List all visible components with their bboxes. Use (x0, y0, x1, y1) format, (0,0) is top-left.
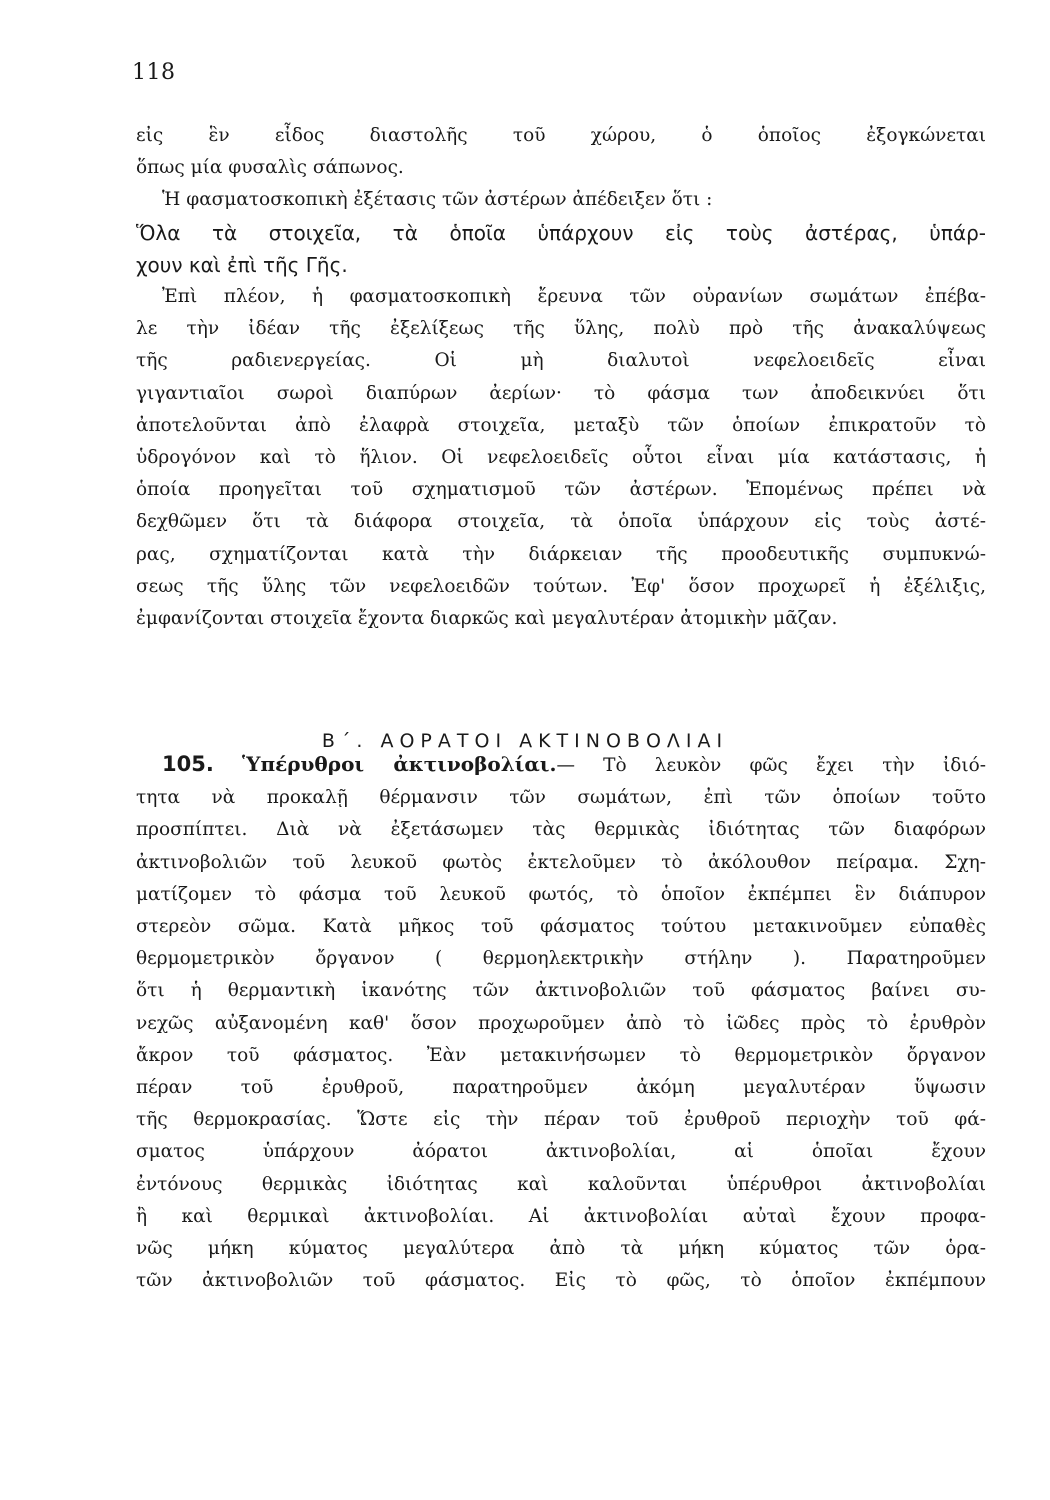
text-line: Ἡ φασματοσκοπικὴ ἐξέτασις τῶν ἀστέρων ἀπέδειξεν ὅτι : (162, 189, 713, 211)
text-line: ἐντόνους θερμικὰς ἰδιότητας καὶ καλοῦνται ὑπέρυθροι ἀκτινοβολίαι (136, 1173, 986, 1195)
text-line: ἄκρον τοῦ φάσματος. Ἐὰν μετακινήσωμεν τὸ θερμομετρικὸν ὄργανον (136, 1044, 986, 1066)
text-line: — Τὸ λευκὸν φῶς ἔχει τὴν ἰδιό- (556, 755, 986, 776)
text-line: ἀκτινοβολιῶν τοῦ λευκοῦ φωτὸς ἐκτελοῦμεν τὸ ἀκόλουθον πείραμα. Σχη- (136, 851, 986, 873)
text-line: νεχῶς αὐξανομένη καθ' ὅσον προχωροῦμεν ἀπὸ τὸ ἰῶδες πρὸς τὸ ἐρυθρὸν (136, 1012, 986, 1034)
text-line: νῶς μήκη κύματος μεγαλύτερα ἀπὸ τὰ μήκη κύματος τῶν ὁρα- (136, 1238, 986, 1260)
text-line: ρας, σχηματίζονται κατὰ τὴν διάρκειαν τῆς προοδευτικῆς συμπυκνώ- (136, 543, 986, 565)
section-title: Ὑπέρυθροι ἀκτινοβολίαι. (242, 752, 557, 776)
text-line: ματίζομεν τὸ φάσμα τοῦ λευκοῦ φωτός, τὸ ὁποῖον ἐκπέμπει ἓν διάπυρον (136, 883, 986, 905)
text-line: στερεὸν σῶμα. Κατὰ μῆκος τοῦ φάσματος τούτου μετακινοῦμεν εὐπαθὲς (136, 916, 986, 938)
page-number: 118 (132, 60, 176, 85)
section-number: 105. (162, 752, 214, 776)
text-line: ἢ καὶ θερμικαὶ ἀκτινοβολίαι. Αἱ ἀκτινοβολίαι αὐταὶ ἔχουν προφα- (136, 1205, 986, 1227)
text-line: ὑδρογόνον καὶ τὸ ἥλιον. Οἱ νεφελοειδεῖς οὗτοι εἶναι μία κατάστασις, ἡ (136, 447, 986, 469)
text-line: εἰς ἓν εἶδος διαστολῆς τοῦ χώρου, ὁ ὁποῖος ἐξογκώνεται (136, 125, 986, 146)
text-line: σεως τῆς ὕλης τῶν νεφελοειδῶν τούτων. Ἐφ' ὅσον προχωρεῖ ἡ ἐξέλιξις, (136, 575, 986, 597)
text-line: γιγαντιαῖοι σωροὶ διαπύρων ἀερίων· τὸ φάσμα των ἀποδεικνύει ὅτι (136, 382, 986, 404)
text-line: ὅτι ἡ θερμαντικὴ ἱκανότης τῶν ἀκτινοβολιῶν τοῦ φάσματος βαίνει συ- (136, 980, 986, 1002)
text-line-emphasis: Ὅλα τὰ στοιχεῖα, τὰ ὁποῖα ὑπάρχουν εἰς τοὺς ἀστέρας, ὑπάρ- (136, 220, 986, 245)
text-line: τητα νὰ προκαλῇ θέρμανσιν τῶν σωμάτων, ἐπὶ τῶν ὁποίων τοῦτο (136, 787, 986, 809)
text-line: ἀποτελοῦνται ἀπὸ ἐλαφρὰ στοιχεῖα, μεταξὺ τῶν ὁποίων ἐπικρατοῦν τὸ (136, 414, 986, 436)
section-first-line (136, 748, 986, 782)
text-line: θερμομετρικὸν ὄργανον ( θερμοηλεκτρικὴν στήλην ). Παρατηροῦμεν (136, 948, 986, 970)
text-line: τῆς ραδιενεργείας. Οἱ μὴ διαλυτοὶ νεφελοειδεῖς εἶναι (136, 350, 986, 372)
text-line: προσπίπτει. Διὰ νὰ ἐξετάσωμεν τὰς θερμικὰς ἰδιότητας τῶν διαφόρων (136, 819, 986, 841)
text-line: Ἐπὶ πλέον, ἡ φασματοσκοπικὴ ἔρευνα τῶν οὐρανίων σωμάτων ἐπέβα- (162, 286, 986, 308)
text-line-emphasis: χουν καὶ ἐπὶ τῆς Γῆς. (136, 252, 348, 277)
section-heading: Β΄. ΑΟΡΑΤΟΙ ΑΚΤΙΝΟΒΟΛΙΑΙ (321, 730, 729, 752)
text-line: δεχθῶμεν ὅτι τὰ διάφορα στοιχεῖα, τὰ ὁποῖα ὑπάρχουν εἰς τοὺς ἀστέ- (136, 511, 986, 533)
text-block-top (136, 120, 986, 635)
text-line: τῶν ἀκτινοβολιῶν τοῦ φάσματος. Εἰς τὸ φῶς, τὸ ὁποῖον ἐκπέμπουν (136, 1270, 986, 1292)
text-line: σματος ὑπάρχουν ἀόρατοι ἀκτινοβολίαι, αἱ ὁποῖαι ἔχουν (136, 1141, 986, 1163)
text-line: λε τὴν ἰδέαν τῆς ἐξελίξεως τῆς ὕλης, πολὺ πρὸ τῆς ἀνακαλύψεως (136, 318, 986, 340)
text-line: ὅπως μία φυσαλὶς σάπωνος. (136, 157, 404, 179)
text-block-section (136, 748, 986, 1297)
text-line: ὁποία προηγεῖται τοῦ σχηματισμοῦ τῶν ἀστέρων. Ἑπομένως πρέπει νὰ (136, 479, 986, 501)
text-line: ἐμφανίζονται στοιχεῖα ἔχοντα διαρκῶς καὶ μεγαλυτέραν ἀτομικὴν μᾶζαν. (136, 608, 838, 630)
text-line: τῆς θερμοκρασίας. Ὥστε εἰς τὴν πέραν τοῦ ἐρυθροῦ περιοχὴν τοῦ φά- (136, 1109, 986, 1131)
text-line: πέραν τοῦ ἐρυθροῦ, παρατηροῦμεν ἀκόμη μεγαλυτέραν ὕψωσιν (136, 1077, 986, 1099)
